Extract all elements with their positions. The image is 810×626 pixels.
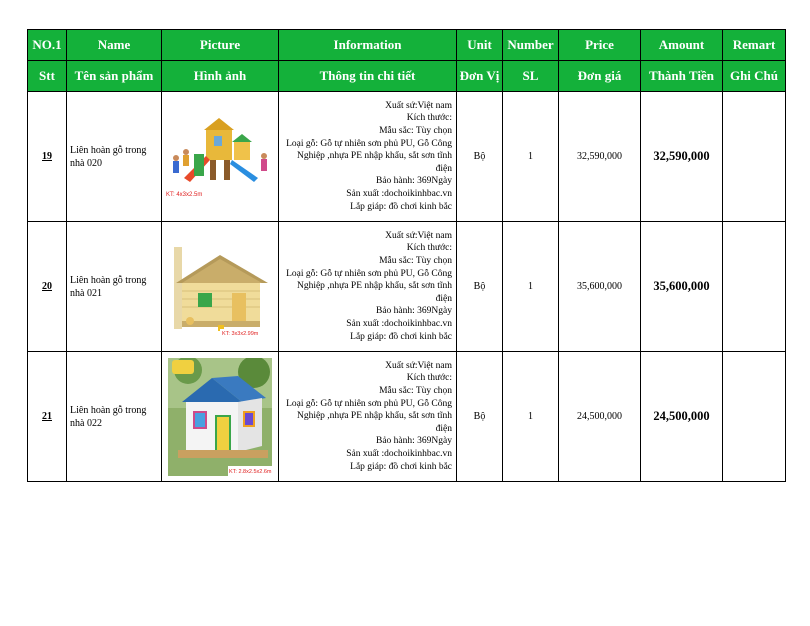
info-size: Kích thước: (406, 113, 452, 124)
col-header-picture: Picture (162, 30, 279, 61)
info-installation: Lắp giáp: đồ chơi kinh bắc (350, 201, 452, 212)
col-header-amount: Amount (641, 30, 723, 61)
product-price: 35,600,000 (559, 222, 641, 352)
info-size: Kích thước: (406, 243, 452, 254)
product-info (279, 222, 457, 352)
product-quantity: 1 (503, 92, 559, 222)
playground-image (164, 116, 276, 198)
info-warranty: Bảo hành: 369Ngày (376, 306, 452, 317)
info-manufacturer: Sản xuất :dochoikinhbac.vn (346, 318, 452, 329)
col-header-remark: Remart (723, 30, 786, 61)
product-note (723, 222, 786, 352)
col-header-name: Name (67, 30, 162, 61)
product-info (279, 92, 457, 222)
col-header-no: NO.1 (28, 30, 67, 61)
product-amount: 24,500,000 (641, 352, 723, 482)
info-manufacturer: Sản xuất :dochoikinhbac.vn (346, 448, 452, 459)
info-origin: Xuất sứ:Việt nam (385, 100, 452, 111)
product-quantity: 1 (503, 352, 559, 482)
product-note (723, 352, 786, 482)
product-unit: Bộ (457, 352, 503, 482)
col-header-ten-san-pham: Tên sản phẩm (67, 61, 162, 92)
product-amount: 35,600,000 (641, 222, 723, 352)
info-origin: Xuất sứ:Việt nam (385, 230, 452, 241)
row-stt[interactable]: 19 (28, 92, 67, 222)
row-stt[interactable]: 21 (28, 352, 67, 482)
product-table (27, 29, 786, 482)
product-note (723, 92, 786, 222)
product-unit: Bộ (457, 92, 503, 222)
col-header-hinh-anh: Hình ảnh (162, 61, 279, 92)
info-origin: Xuất sứ:Việt nam (385, 360, 452, 371)
col-header-price: Price (559, 30, 641, 61)
col-header-don-vi: Đơn Vị (457, 61, 503, 92)
product-picture (162, 352, 279, 482)
table-row (28, 92, 786, 222)
info-color: Mẫu sắc: Tùy chọn (379, 386, 452, 397)
row-stt[interactable]: 20 (28, 222, 67, 352)
col-header-sl: SL (503, 61, 559, 92)
picture-caption: KT: 2.8x2.5x2.6m (229, 468, 272, 475)
header-row-en (28, 30, 786, 61)
table-row (28, 352, 786, 482)
info-installation: Lắp giáp: đồ chơi kinh bắc (350, 461, 452, 472)
product-price: 24,500,000 (559, 352, 641, 482)
col-header-unit: Unit (457, 30, 503, 61)
product-name: Liên hoàn gỗ trong nhà 020 (67, 92, 162, 222)
info-color: Mẫu sắc: Tùy chọn (379, 256, 452, 267)
col-header-ghi-chu: Ghi Chú (723, 61, 786, 92)
info-material: Loại gỗ: Gỗ tự nhiên sơn phủ PU, Gỗ Công Nghiệp ,nhựa PE nhập khẩu, sắt sơn tĩnh điện (286, 138, 452, 174)
product-amount: 32,590,000 (641, 92, 723, 222)
col-header-number: Number (503, 30, 559, 61)
product-price: 32,590,000 (559, 92, 641, 222)
col-header-stt: Stt (28, 61, 67, 92)
info-color: Mẫu sắc: Tùy chọn (379, 126, 452, 137)
col-header-information: Information (279, 30, 457, 61)
col-header-thong-tin: Thông tin chi tiết (279, 61, 457, 92)
info-manufacturer: Sản xuất :dochoikinhbac.vn (346, 188, 452, 199)
product-name: Liên hoàn gỗ trong nhà 021 (67, 222, 162, 352)
product-picture (162, 222, 279, 352)
playhouse-image (168, 358, 272, 476)
info-material: Loại gỗ: Gỗ tự nhiên sơn phủ PU, Gỗ Công Nghiệp ,nhựa PE nhập khẩu, sắt sơn tĩnh điện (286, 398, 452, 434)
header-row-vi (28, 61, 786, 92)
product-name: Liên hoàn gỗ trong nhà 022 (67, 352, 162, 482)
info-warranty: Bảo hành: 369Ngày (376, 176, 452, 187)
info-installation: Lắp giáp: đồ chơi kinh bắc (350, 331, 452, 342)
col-header-don-gia: Đơn giá (559, 61, 641, 92)
col-header-thanh-tien: Thành Tiền (641, 61, 723, 92)
info-warranty: Bảo hành: 369Ngày (376, 436, 452, 447)
info-size: Kích thước: (406, 373, 452, 384)
info-material: Loại gỗ: Gỗ tự nhiên sơn phủ PU, Gỗ Công Nghiệp ,nhựa PE nhập khẩu, sắt sơn tĩnh điện (286, 268, 452, 304)
wooden-house-image (168, 237, 272, 337)
product-picture (162, 92, 279, 222)
picture-caption: KT: 4x3x2.5m (166, 191, 203, 198)
product-info (279, 352, 457, 482)
product-unit: Bộ (457, 222, 503, 352)
product-quantity: 1 (503, 222, 559, 352)
picture-caption: KT: 3x3x2.99m (222, 330, 259, 337)
table-row (28, 222, 786, 352)
